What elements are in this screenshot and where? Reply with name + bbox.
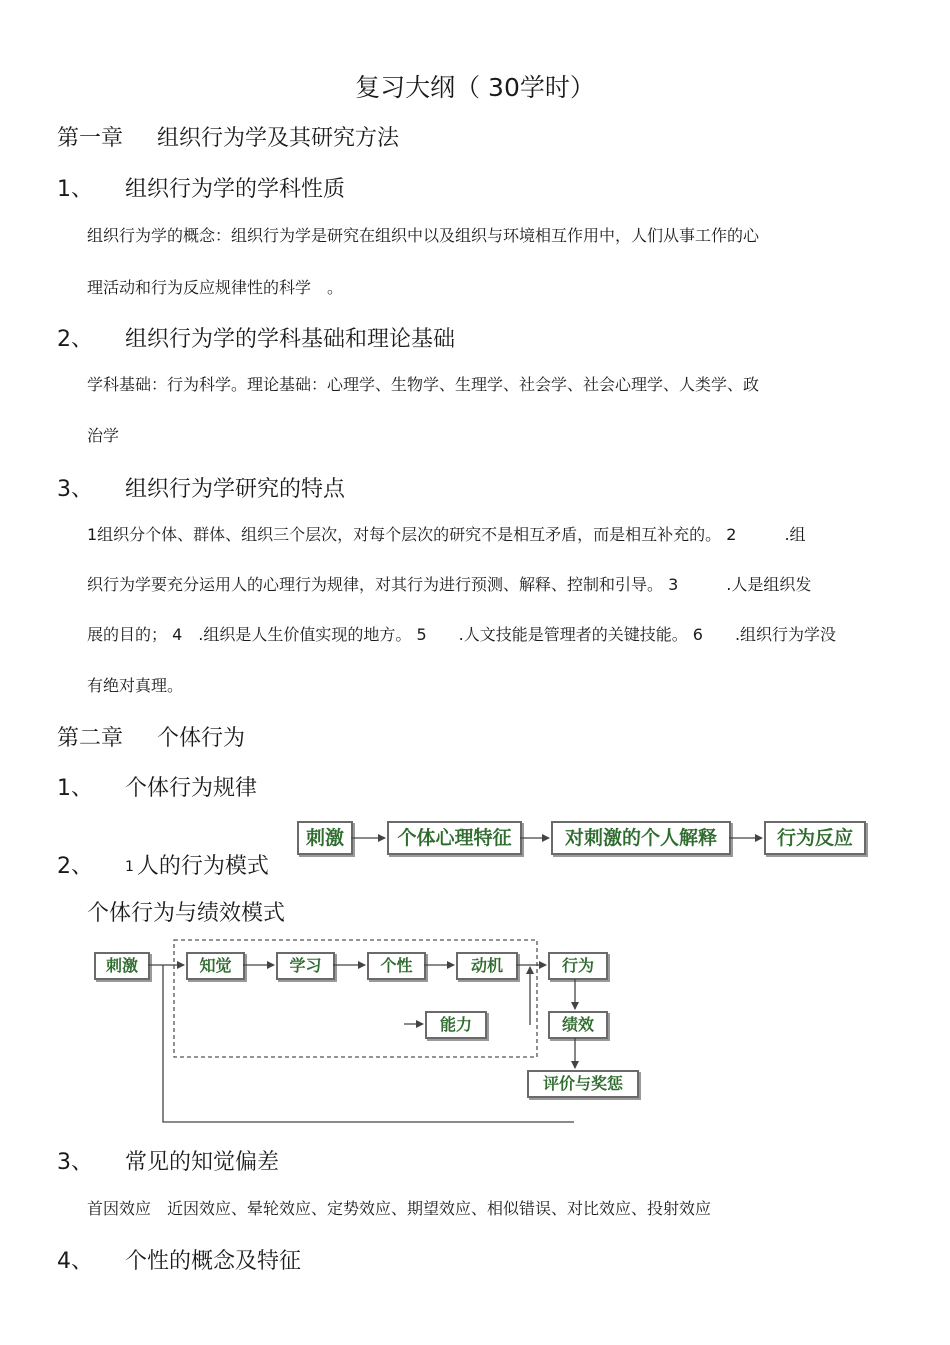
section-title: 组织行为学的学科基础和理论基础 — [125, 327, 456, 352]
section-number: 1、 — [57, 177, 93, 202]
paragraph-line: 治学 — [87, 426, 120, 445]
diagram-2-box-learning: 学习 — [276, 952, 335, 980]
section-title: 常见的知觉偏差 — [125, 1150, 280, 1175]
diagram-2-box-perception: 知觉 — [186, 952, 245, 980]
diagram-1-box-psych-traits: 个体心理特征 — [387, 821, 522, 855]
chapter-2-name: 个体行为 — [157, 726, 246, 751]
chapter-2-label: 第二章 — [57, 726, 124, 751]
diagram-2-feedback-line — [163, 965, 574, 1122]
section-number: 1、 — [57, 776, 93, 801]
paragraph-line: 首因效应 近因效应、晕轮效应、定势效应、期望效应、相似错误、对比效应、投射效应 — [87, 1199, 712, 1218]
paragraph-line: 展的目的； 4 .组织是人生价值实现的地方。 5 .人文技能是管理者的关键技能。 6 .组织行为学没 — [87, 625, 837, 644]
section-title: 人的行为模式 — [136, 854, 269, 879]
diagram-2-box-personality: 个性 — [367, 952, 426, 980]
paragraph-line: 有绝对真理。 — [87, 676, 184, 695]
diagram-2-box-behavior: 行为 — [548, 952, 608, 980]
chapter-2-heading — [57, 721, 245, 752]
chapter-1-heading — [57, 121, 399, 152]
section-number: 2、 — [57, 327, 93, 352]
section-2-4-heading — [57, 1244, 301, 1275]
section-number: 4、 — [57, 1249, 93, 1274]
section-1-2-heading — [57, 322, 455, 353]
section-title: 个体行为规律 — [125, 776, 258, 801]
chapter-1-label: 第一章 — [57, 126, 124, 151]
diagram-2-caption: 个体行为与绩效模式 — [87, 901, 286, 926]
section-title: 组织行为学研究的特点 — [125, 477, 346, 502]
section-number: 3、 — [57, 1150, 93, 1175]
diagram-2-box-motivation: 动机 — [456, 952, 518, 980]
diagram-2-box-performance: 绩效 — [548, 1011, 608, 1039]
section-number: 3、 — [57, 477, 93, 502]
page-title: 复习大纲（ 30学时） — [355, 73, 595, 102]
chapter-1-name: 组织行为学及其研究方法 — [157, 126, 400, 151]
section-1-1-heading — [57, 172, 345, 203]
paragraph-line: 1组织分个体、群体、组织三个层次，对每个层次的研究不是相互矛盾，而是相互补充的。 2 .组 — [87, 525, 806, 544]
section-2-2-heading — [57, 849, 269, 880]
diagram-1-box-interpretation: 对刺激的个人解释 — [551, 821, 731, 855]
diagram-2-box-ability: 能力 — [425, 1011, 487, 1039]
diagram-1-box-response: 行为反应 — [764, 821, 866, 855]
diagram-2-box-stimulus: 刺激 — [94, 952, 150, 980]
paragraph-line: 学科基础：行为科学。理论基础：心理学、生物学、生理学、社会学、社会心理学、人类学、政 — [87, 375, 760, 394]
section-2-3-heading — [57, 1145, 279, 1176]
paragraph-line: 织行为学要充分运用人的心理行为规律，对其行为进行预测、解释、控制和引导。 3 .人是组织发 — [87, 575, 812, 594]
section-number: 2、 — [57, 854, 93, 879]
diagram-1-box-stimulus: 刺激 — [297, 821, 353, 855]
section-title: 组织行为学的学科性质 — [125, 177, 346, 202]
section-2-1-heading — [57, 771, 257, 802]
paragraph-line: 理活动和行为反应规律性的科学 。 — [87, 278, 344, 297]
paragraph-line: 组织行为学的概念：组织行为学是研究在组织中以及组织与环境相互作用中，人们从事工作的心 — [87, 226, 760, 245]
diagram-2-box-evaluation: 评价与奖惩 — [527, 1070, 639, 1098]
section-1-3-heading — [57, 472, 345, 503]
section-title: 个性的概念及特征 — [125, 1249, 302, 1274]
section-prefix: 1 — [125, 859, 134, 875]
